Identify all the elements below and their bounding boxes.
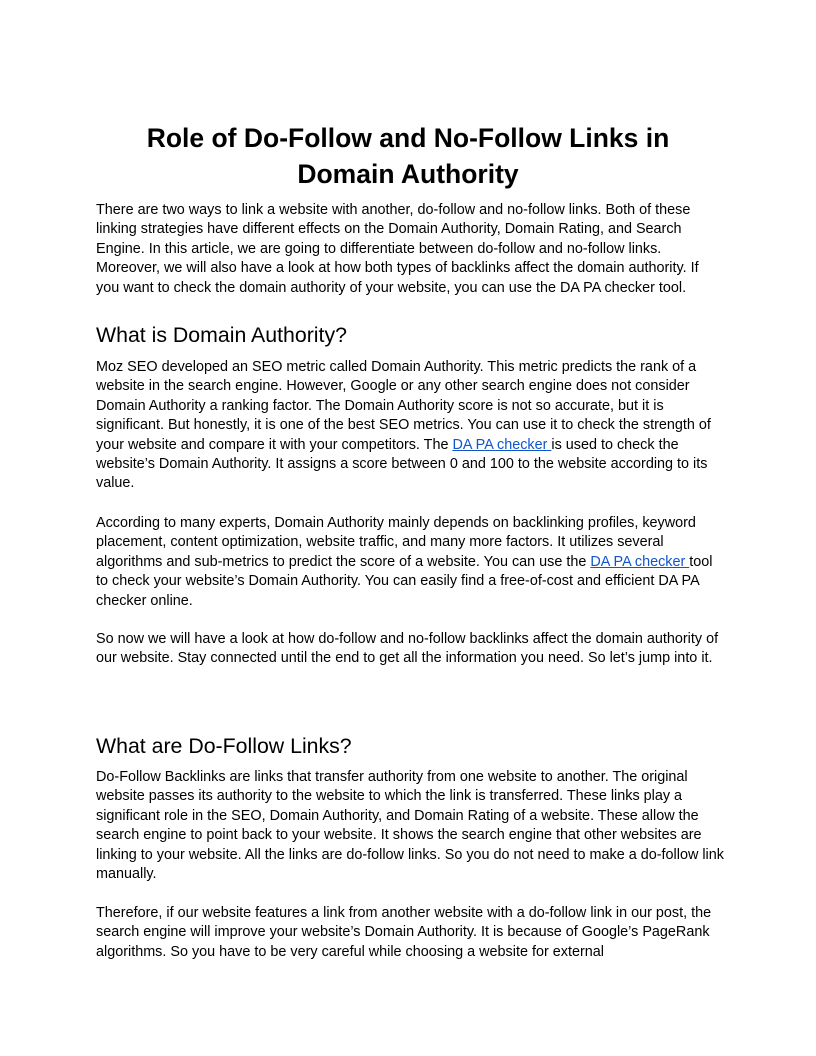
paragraph-text: is used to check the website’s Domain Authority. It assigns a score between 0 and 100 to the website according to its value. [96, 436, 708, 492]
paragraph-text: According to many experts, Domain Authority mainly depends on backlinking profiles, keyword placement, content optimization, website traffic, and many more factors. It utilizes several algorithms and sub-metrics to predict the score of a website. You can use the [96, 515, 696, 570]
domain-authority-paragraph-1 [96, 358, 724, 494]
page-title-line-2: Domain Authority [297, 159, 519, 189]
section-heading-domain-authority: What is Domain Authority? [96, 323, 347, 347]
paragraph-text: Moz SEO developed an SEO metric called Domain Authority. This metric predicts the rank of a website in the search engine. However, Google or any other search engine does not consider Domain Authority a ranking factor. The Domain Authority score is not so accurate, but it is significant. But honestly, it is one of the best SEO metrics. You can use it to check the strength of your website and compare it with your competitors. The [96, 359, 711, 453]
domain-authority-paragraph-3: So now we will have a look at how do-follow and no-follow backlinks affect the domain authority of our website. Stay connected until the end to get all the information you need. So let’s jump into it. [96, 631, 719, 667]
da-pa-checker-link[interactable]: DA PA checker [590, 553, 690, 570]
da-pa-checker-link[interactable]: DA PA checker [452, 436, 552, 453]
intro-paragraph: There are two ways to link a website with another, do-follow and no-follow links. Both of these linking strategies have different effects on the Domain Authority, Domain Rating, and Search Engine. In this article, we are going to differentiate between do-follow and no-follow links. Moreover, we will also have a look at how both types of backlinks affect the domain authority. If you want to check the domain authority of your website, you can use the DA PA checker tool. [96, 202, 699, 296]
paragraph-text: tool to check your website’s Domain Authority. You can easily find a free-of-cost and efficient DA PA checker online. [96, 553, 713, 609]
section-heading-do-follow-links: What are Do-Follow Links? [96, 734, 352, 758]
domain-authority-paragraph-2 [96, 514, 724, 611]
page-title [96, 120, 720, 192]
do-follow-paragraph-1: Do-Follow Backlinks are links that transfer authority from one website to another. The original website passes its authority to the website to which the link is transferred. These links play a significant role in the SEO, Domain Authority, and Domain Rating of a website. These allow the search engine to point back to your website. It shows the search engine that other websites are linking to your website. All the links are do-follow links. So you do not need to make a do-follow link manually. [96, 769, 724, 883]
do-follow-paragraph-2: Therefore, if our website features a link from another website with a do-follow link in our post, the search engine will improve your website’s Domain Authority. It is because of Google’s PageRank algorithms. So you have to be very careful while choosing a website for external [96, 905, 712, 960]
page-title-line-1: Role of Do-Follow and No-Follow Links in [146, 123, 670, 153]
